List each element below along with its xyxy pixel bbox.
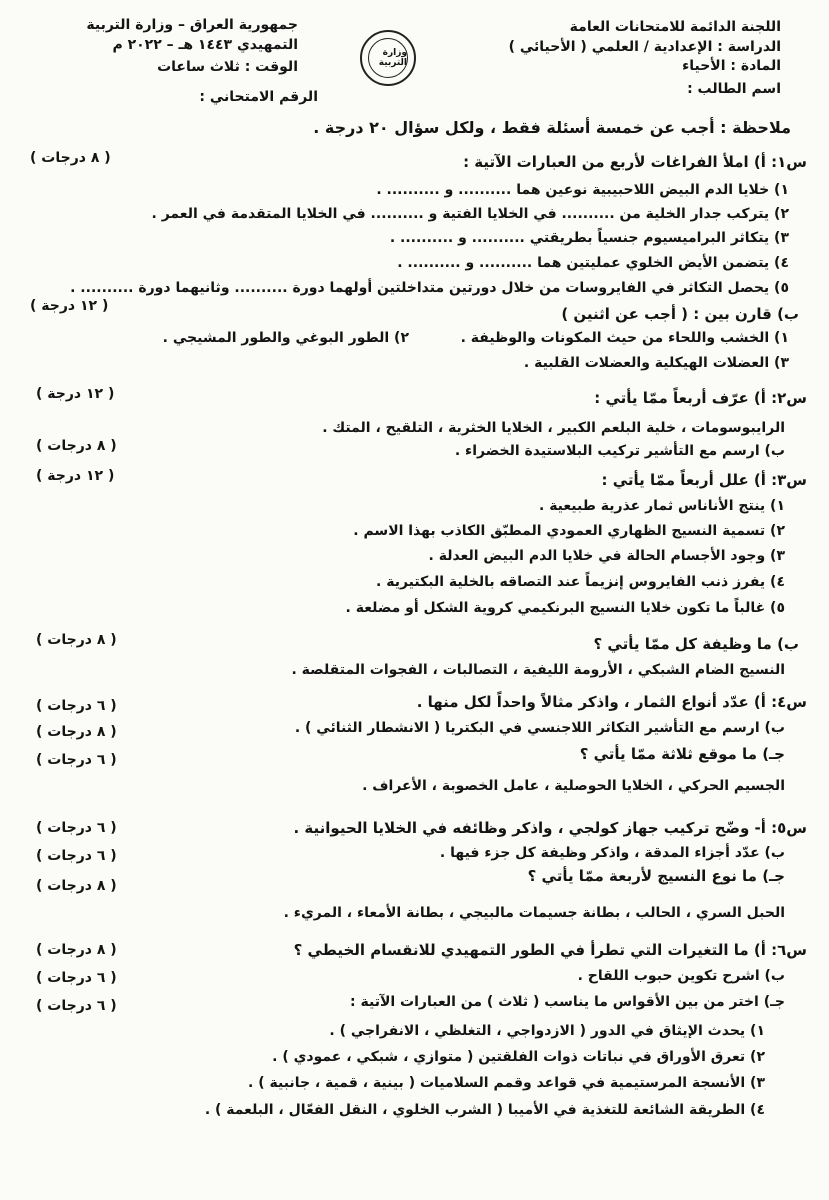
q5-b-marks: ( ٦ درجات ): [36, 848, 117, 864]
subject: المادة : الأحياء: [682, 58, 781, 74]
q5-a-marks: ( ٦ درجات ): [36, 820, 117, 836]
q1-a-marks: ( ٨ درجات ): [30, 150, 111, 166]
q6-c-item-1: ١) يحدث الإيثاق في الدور ( الازدواجي ، التغلظي ، الانفراجي ) .: [329, 1023, 765, 1039]
q4-b-marks: ( ٨ درجات ): [36, 724, 117, 740]
q2-title: س٢: أ) عرّف أربعاً ممّا يأتي :: [594, 389, 807, 407]
q3-item-4: ٤) يفرز ذنب الفايروس إنزيماً عند التصاقه بالخلية البكتيرية .: [376, 574, 785, 590]
q3-item-5: ٥) غالباً ما تكون خلايا النسيج البرنكيمي كروية الشكل أو مضلعة .: [345, 600, 785, 616]
q6-b-marks: ( ٦ درجات ): [36, 970, 117, 986]
q1-item-3: ٣) يتكاثر البراميسيوم جنسياً بطريقتي .......... و .......... .: [389, 230, 789, 246]
q1-item-5: ٥) يحصل التكاثر في الفايروسات من خلال دورتين متداخلتين أولهما دورة .......... وثانيهما دورة .......... .: [70, 280, 789, 296]
exam-number-label: الرقم الامتحاني :: [199, 89, 318, 105]
q1-b-marks: ( ١٢ درجة ): [30, 298, 109, 314]
q4-b: ب) ارسم مع التأشير التكاثر اللاجنسي في البكتريا ( الانشطار الثنائي ) .: [294, 720, 785, 736]
q4-a: س٤: أ) عدّد أنواع الثمار ، واذكر مثالاً واحداً لكل منها .: [416, 693, 807, 711]
q1-b-item-3: ٣) العضلات الهيكلية والعضلات القلبية .: [523, 355, 789, 371]
q3-item-2: ٢) تسمية النسيج الظهاري العمودي المطبّق الكاذب بهذا الاسم .: [353, 523, 785, 539]
q2-terms: الرايبوسومات ، خلية البلعم الكبير ، الخلايا الخثرية ، التلقيح ، المتك .: [322, 420, 785, 436]
q3-item-1: ١) ينتج الأناناس ثمار عذرية طبيعية .: [539, 498, 785, 514]
q3-item-3: ٣) وجود الأجسام الحالة في خلايا الدم البيض العدلة .: [428, 548, 785, 564]
exam-note: ملاحظة : أجب عن خمسة أسئلة فقط ، ولكل سؤال ٢٠ درجة .: [313, 118, 791, 137]
q6-b: ب) اشرح تكوين حبوب اللقاح .: [577, 968, 785, 984]
exam-duration: الوقت : ثلاث ساعات: [157, 59, 298, 75]
q6-c-item-2: ٢) تعرق الأوراق في نباتات ذوات الفلقتين ( متوازي ، شبكي ، عمودي ) .: [272, 1049, 765, 1065]
q6-c-marks: ( ٦ درجات ): [36, 998, 117, 1014]
q3-b: ب) ما وظيفة كل ممّا يأتي ؟: [593, 635, 799, 653]
q3-b-terms: النسيج الضام الشبكي ، الأرومة الليفية ، التصالبات ، الفجوات المتقلصة .: [291, 662, 785, 678]
seal-emblem: وزارة التربية: [368, 38, 408, 78]
q5-c: جـ) ما نوع النسيج لأربعة ممّا يأتي ؟: [527, 867, 785, 885]
q4-c-terms: الجسيم الحركي ، الخلايا الحوصلية ، عامل الخصوبة ، الأعراف .: [362, 778, 785, 794]
q6-c-item-4: ٤) الطريقة الشائعة للتغذية في الأميبا ( الشرب الخلوي ، النقل الفعّال ، البلعمة ) .: [204, 1102, 765, 1118]
q6-a: س٦: أ) ما التغيرات التي تطرأ في الطور التمهيدي للانقسام الخيطي ؟: [293, 941, 807, 959]
q5-c-terms: الحبل السري ، الحالب ، بطانة جسيمات مالبيجي ، بطانة الأمعاء ، المريء .: [283, 905, 785, 921]
q1-b-item-2: ٢) الطور البوغي والطور المشيجي .: [162, 330, 409, 346]
student-name-label: اسم الطالب :: [687, 81, 781, 97]
q6-a-marks: ( ٨ درجات ): [36, 942, 117, 958]
q1-b-title: ب) قارن بين : ( أجب عن اثنين ): [561, 305, 799, 323]
q1-item-4: ٤) يتضمن الأيض الخلوي عمليتين هما .......... و .......... .: [397, 255, 789, 271]
q6-c: جـ) اختر من بين الأقواس ما يناسب ( ثلاث ) من العبارات الآتية :: [350, 994, 785, 1010]
q2-b: ب) ارسم مع التأشير تركيب البلاستيدة الخضراء .: [454, 443, 785, 459]
committee-title: اللجنة الدائمة للامتحانات العامة: [569, 19, 781, 35]
q4-a-marks: ( ٦ درجات ): [36, 698, 117, 714]
q1-item-2: ٢) يتركب جدار الخلية من .......... في الخلايا الفتية و .......... في الخلايا المتقدمة في العمر .: [151, 206, 789, 222]
q5-a: س٥: أ- وضّح تركيب جهاز كولجي ، واذكر وظائفه في الخلايا الحيوانية .: [293, 819, 807, 837]
q4-c-marks: ( ٦ درجات ): [36, 752, 117, 768]
q4-c: جـ) ما موقع ثلاثة ممّا يأتي ؟: [579, 745, 785, 763]
q5-b: ب) عدّد أجزاء المدقة ، واذكر وظيفة كل جزء فيها .: [439, 845, 785, 861]
q3-title: س٣: أ) علل أربعاً ممّا يأتي :: [601, 471, 807, 489]
q6-c-item-3: ٣) الأنسجة المرستيمية في قواعد وقمم السلاميات ( بينية ، قمية ، جانبية ) .: [248, 1075, 765, 1091]
q5-c-marks: ( ٨ درجات ): [36, 878, 117, 894]
study-stream: الدراسة : الإعدادية / العلمي ( الأحيائي ): [508, 39, 781, 55]
q3-a-marks: ( ١٢ درجة ): [36, 468, 115, 484]
q1-b-item-1: ١) الخشب واللحاء من حيث المكونات والوظيفة .: [460, 330, 789, 346]
q3-b-marks: ( ٨ درجات ): [36, 632, 117, 648]
q2-a-marks: ( ١٢ درجة ): [36, 386, 115, 402]
q1-title: س١: أ) املأ الفراغات لأربع من العبارات الآتية :: [463, 153, 807, 171]
q1-item-1: ١) خلايا الدم البيض اللاحبيبية نوعين هما .......... و .......... .: [376, 182, 789, 198]
ministry-seal-icon: [360, 30, 416, 86]
country-ministry: جمهورية العراق – وزارة التربية: [86, 17, 298, 33]
q2-b-marks: ( ٨ درجات ): [36, 438, 117, 454]
exam-round-year: التمهيدي ١٤٤٣ هـ – ٢٠٢٢ م: [112, 37, 298, 53]
